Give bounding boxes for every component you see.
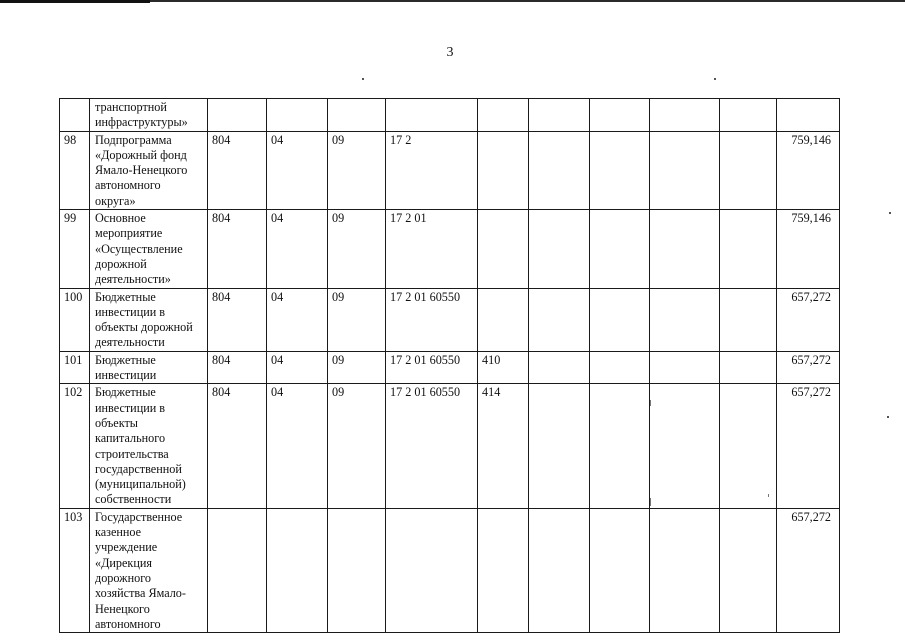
page-number: 3 [446, 45, 454, 60]
row-number-cell: 102 [60, 384, 90, 508]
code-cell-c7 [590, 384, 650, 508]
table-row [60, 131, 840, 209]
code-cell-c1: 804 [208, 351, 267, 384]
code-cell-c8 [650, 99, 720, 132]
code-cell-c3: 09 [328, 210, 386, 288]
code-cell-c6 [529, 131, 590, 209]
code-cell-c2: 04 [267, 351, 328, 384]
table-row [60, 508, 840, 632]
code-cell-c3 [328, 508, 386, 632]
code-cell-c1: 804 [208, 210, 267, 288]
scan-dash [650, 498, 651, 506]
code-cell-c5: 414 [478, 384, 529, 508]
code-cell-c6 [529, 288, 590, 351]
code-cell-c2 [267, 508, 328, 632]
code-cell-c3: 09 [328, 351, 386, 384]
code-cell-c8 [650, 508, 720, 632]
amount-cell: 657,272 [777, 288, 840, 351]
code-cell-c9 [720, 210, 777, 288]
amount-cell: 657,272 [777, 351, 840, 384]
code-cell-c1 [208, 99, 267, 132]
amount-cell [777, 99, 840, 132]
code-cell-c8 [650, 351, 720, 384]
amount-cell: 759,146 [777, 131, 840, 209]
code-cell-c7 [590, 288, 650, 351]
table-row [60, 99, 840, 132]
code-cell-c9 [720, 288, 777, 351]
budget-table [59, 98, 840, 633]
code-cell-c4: 17 2 01 [386, 210, 478, 288]
code-cell-c9 [720, 99, 777, 132]
code-cell-c4: 17 2 01 60550 [386, 351, 478, 384]
code-cell-c2: 04 [267, 131, 328, 209]
row-number-cell: 98 [60, 131, 90, 209]
scan-dash [768, 494, 769, 497]
code-cell-c9 [720, 351, 777, 384]
code-cell-c5 [478, 288, 529, 351]
code-cell-c5 [478, 508, 529, 632]
item-name-cell: Государственное казенное учреждение «Дирекция дорожного хозяйства Ямало-Ненецкого автономного [90, 508, 208, 632]
code-cell-c8 [650, 210, 720, 288]
scan-speck [714, 78, 716, 80]
code-cell-c1: 804 [208, 288, 267, 351]
code-cell-c3: 09 [328, 131, 386, 209]
scan-speck [887, 416, 889, 418]
scan-dash [650, 400, 651, 406]
scan-speck [889, 212, 891, 214]
scan-speck [362, 78, 364, 80]
code-cell-c2 [267, 99, 328, 132]
code-cell-c8 [650, 131, 720, 209]
item-name-cell: транспортной инфраструктуры» [90, 99, 208, 132]
scan-edge-corner [0, 0, 150, 3]
amount-cell: 759,146 [777, 210, 840, 288]
code-cell-c7 [590, 351, 650, 384]
code-cell-c3 [328, 99, 386, 132]
code-cell-c4 [386, 508, 478, 632]
code-cell-c7 [590, 210, 650, 288]
table-row [60, 288, 840, 351]
code-cell-c5 [478, 210, 529, 288]
code-cell-c7 [590, 508, 650, 632]
code-cell-c7 [590, 131, 650, 209]
row-number-cell: 99 [60, 210, 90, 288]
code-cell-c1: 804 [208, 131, 267, 209]
code-cell-c6 [529, 351, 590, 384]
amount-cell: 657,272 [777, 508, 840, 632]
code-cell-c4: 17 2 01 60550 [386, 288, 478, 351]
code-cell-c8 [650, 384, 720, 508]
code-cell-c1: 804 [208, 384, 267, 508]
table-row [60, 210, 840, 288]
item-name-cell: Подпрограмма «Дорожный фонд Ямало-Ненецкого автономного округа» [90, 131, 208, 209]
code-cell-c2: 04 [267, 384, 328, 508]
row-number-cell: 103 [60, 508, 90, 632]
amount-cell: 657,272 [777, 384, 840, 508]
code-cell-c9 [720, 384, 777, 508]
code-cell-c4: 17 2 [386, 131, 478, 209]
code-cell-c6 [529, 210, 590, 288]
code-cell-c6 [529, 384, 590, 508]
code-cell-c2: 04 [267, 210, 328, 288]
code-cell-c7 [590, 99, 650, 132]
code-cell-c9 [720, 131, 777, 209]
item-name-cell: Бюджетные инвестиции в объекты капитального строительства государственной (муниципальной) собственности [90, 384, 208, 508]
row-number-cell [60, 99, 90, 132]
item-name-cell: Основное мероприятие «Осуществление дорожной деятельности» [90, 210, 208, 288]
code-cell-c3: 09 [328, 288, 386, 351]
table-row [60, 351, 840, 384]
code-cell-c9 [720, 508, 777, 632]
row-number-cell: 100 [60, 288, 90, 351]
code-cell-c1 [208, 508, 267, 632]
code-cell-c5 [478, 131, 529, 209]
code-cell-c4: 17 2 01 60550 [386, 384, 478, 508]
item-name-cell: Бюджетные инвестиции [90, 351, 208, 384]
code-cell-c6 [529, 508, 590, 632]
code-cell-c8 [650, 288, 720, 351]
code-cell-c2: 04 [267, 288, 328, 351]
table-row [60, 384, 840, 508]
code-cell-c3: 09 [328, 384, 386, 508]
code-cell-c5 [478, 99, 529, 132]
item-name-cell: Бюджетные инвестиции в объекты дорожной деятельности [90, 288, 208, 351]
code-cell-c5: 410 [478, 351, 529, 384]
row-number-cell: 101 [60, 351, 90, 384]
code-cell-c6 [529, 99, 590, 132]
code-cell-c4 [386, 99, 478, 132]
